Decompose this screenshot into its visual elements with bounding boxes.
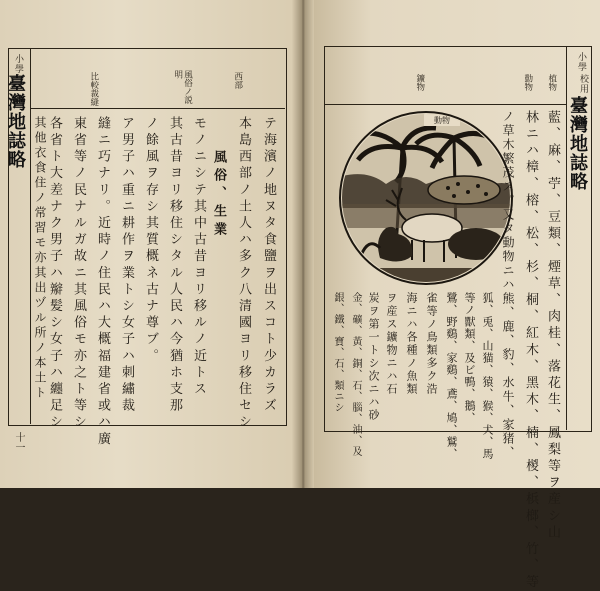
right-running-head: 小學 xyxy=(576,52,586,72)
right-book-title: 臺灣地誌略 xyxy=(567,96,588,191)
left-title-rule xyxy=(30,48,31,424)
right-column-7: 雀等ノ鳥類多ク浩 xyxy=(425,292,438,396)
right-column-5: 等ノ獸類、及ビ鴨、鵝、 xyxy=(463,292,476,424)
book-gutter xyxy=(292,0,314,488)
left-running-head: 小學 xyxy=(13,54,23,74)
left-book-title: 臺灣地誌略 xyxy=(5,74,26,169)
right-note-rule xyxy=(324,104,566,105)
left-column-2: 本島西部ノ土人ハ多ク八清國ヨリ移住セシ xyxy=(236,116,251,432)
right-column-10: 炭ヲ第一トシ次ニハ砂 xyxy=(367,292,380,422)
right-column-11: 金、礦、黃、銅、石、腦、油、及 xyxy=(350,292,361,457)
right-page xyxy=(314,0,600,591)
right-column-2: 林ニハ樟、榕、松、杉、桐、紅木、黑木、楠、椶、梹榔、竹、等 xyxy=(523,110,538,591)
left-note-rule xyxy=(30,108,285,109)
left-column-4: 其古昔ヨリ移住シタル人民ハ今猶ホ支那 xyxy=(167,116,182,415)
animals-illustration xyxy=(336,108,516,288)
right-column-3: ノ草木繁茂ス。又タ動物ニハ熊、鹿、豹、水牛、家猪、 xyxy=(501,110,515,460)
note-comparison: 比較裁縫 xyxy=(88,72,99,106)
left-column-3: モノニシテ其中古昔ヨリ移ルノ近トス xyxy=(191,116,206,399)
note-animals: 動物 xyxy=(522,74,533,91)
left-column-9: 各省ト大差ナク男子ハ辮髪シ女子ハ纏足シ xyxy=(47,116,62,432)
left-column-5: ノ餘風ヲ存シ其質概ネ古ナ尊ブ。 xyxy=(143,116,158,365)
right-column-4: 狐、兎、山猫、猿、猴、犬、馬 xyxy=(481,292,494,460)
right-column-6: 鷺、野鷄、家鷄、鳶、鳩、鷲、 xyxy=(445,292,458,460)
note-customs: 風俗ノ説明 xyxy=(172,70,193,104)
right-column-12: 銀、鐵、寶、石、類ニシ xyxy=(332,292,343,413)
right-column-9: ヲ産ス鑛物ニハ石 xyxy=(385,292,398,396)
left-column-8: 東省等ノ民ナルガ故ニ其風俗モ亦之ト等シ xyxy=(71,116,86,432)
left-page xyxy=(0,0,300,488)
note-minerals: 鑛物 xyxy=(414,74,425,91)
left-section-heading: 風俗、生業 xyxy=(211,150,226,240)
note-plants: 植物 xyxy=(546,74,557,91)
right-note-label: 校用 xyxy=(578,74,588,94)
left-column-6: ア男子ハ重ニ耕作ヲ業トシ女子ハ刺繡裁 xyxy=(119,116,134,415)
right-column-8: 海ニハ各種ノ魚類 xyxy=(405,292,418,396)
right-column-1: 藍、麻、苧、豆類、煙草、肉桂、落花生、鳳梨等ヲ産シ山 xyxy=(545,110,560,542)
illustration-caption: 動物 xyxy=(434,116,450,125)
left-page-number: 十一 xyxy=(13,432,24,452)
left-column-7: 縫ニ巧ナリ。近時ノ住民ハ大概福建省或ハ廣 xyxy=(95,116,110,448)
note-western: 西部 xyxy=(232,72,243,89)
left-column-10: 其他衣食住ノ常習モ亦其出ヅル所ノ本土ト xyxy=(33,116,47,401)
left-column-1: テ海濱ノ地ヌタ食鹽ヲ出スコト少カラズ xyxy=(261,116,276,415)
